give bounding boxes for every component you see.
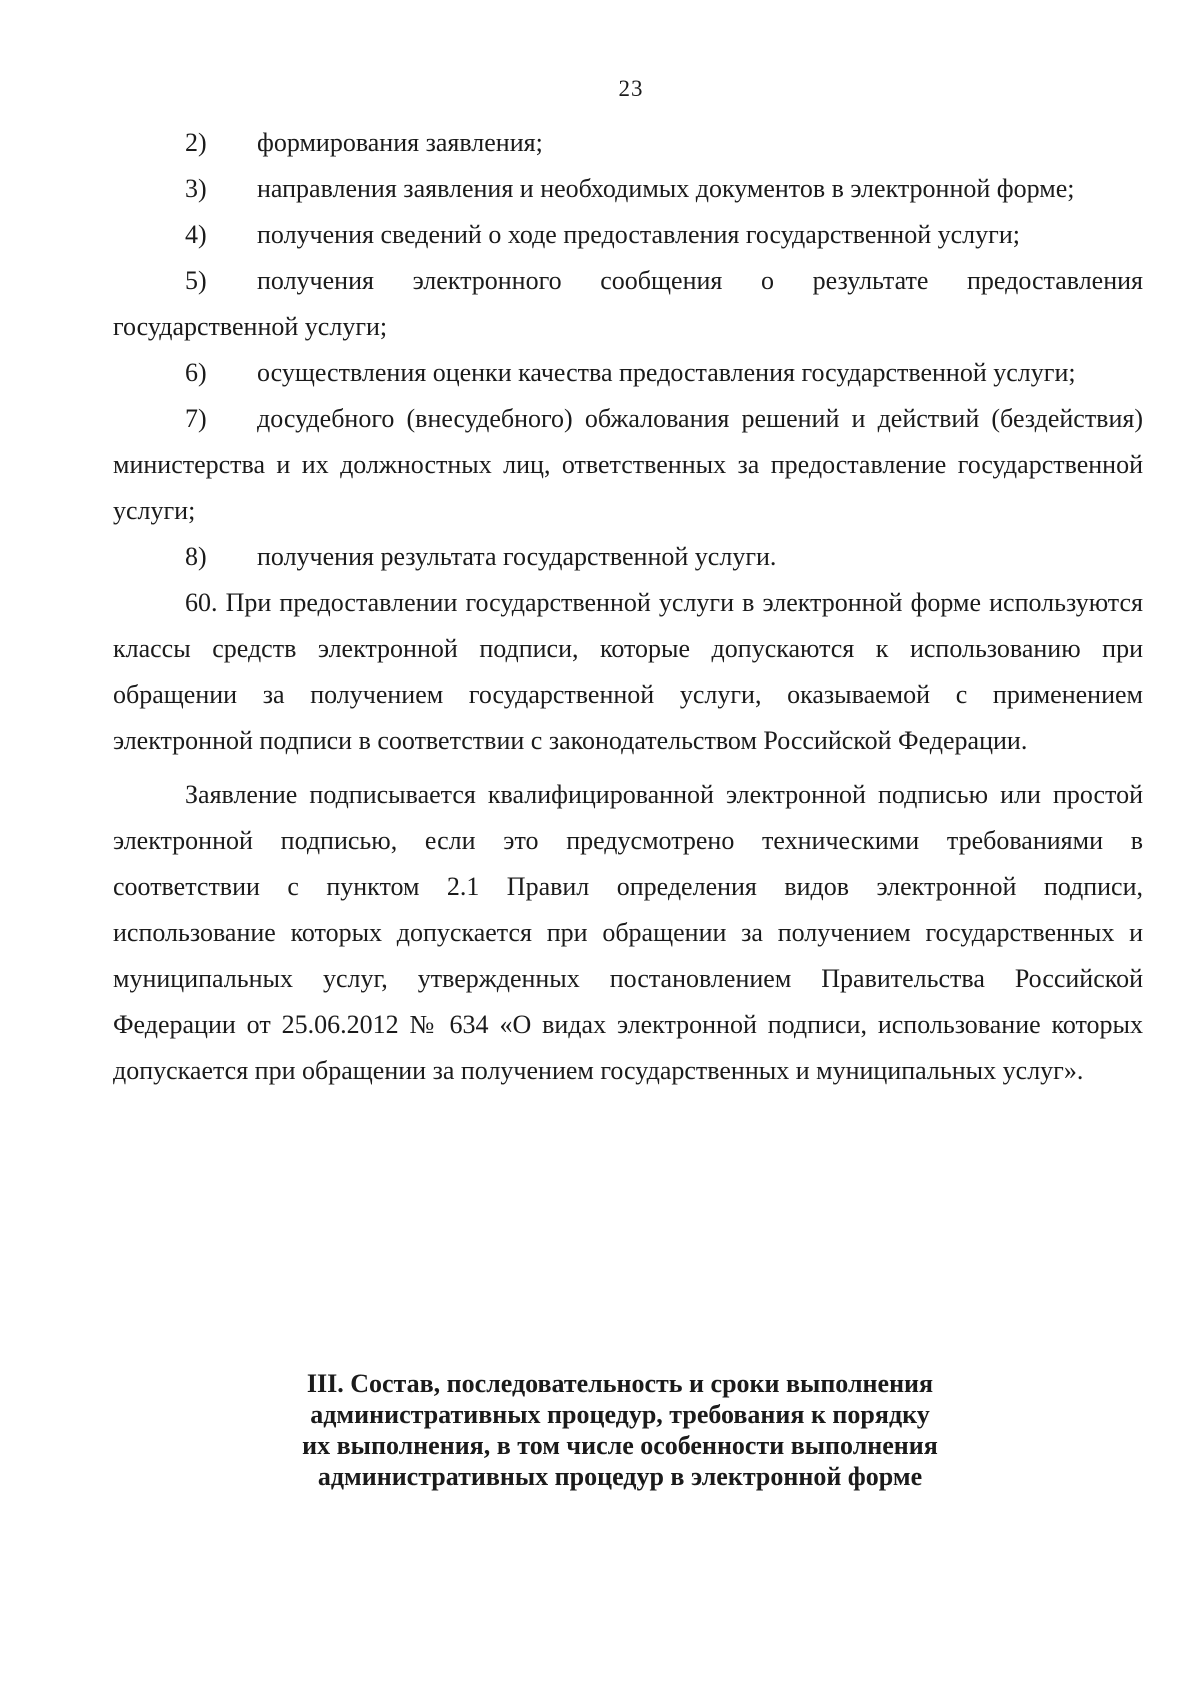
page-number: 23: [618, 76, 644, 101]
section-heading: [240, 1368, 1000, 1492]
list-item: [113, 350, 1143, 396]
list-item: [113, 120, 1143, 166]
list-item: [113, 212, 1143, 258]
list-item-number: 2): [185, 128, 207, 157]
list-item-number: 6): [185, 358, 207, 387]
list-item: [113, 166, 1143, 212]
section-heading-line: их выполнения, в том числе особенности выполнения: [302, 1431, 938, 1460]
list-item-number: 7): [185, 404, 207, 433]
section-heading-line: III. Состав, последовательность и сроки выполнения: [306, 1369, 934, 1398]
list-item-number: 3): [185, 174, 207, 203]
section-heading-line: административных процедур, требования к порядку: [310, 1400, 930, 1429]
list-item-text: формирования заявления;: [257, 128, 543, 157]
list-item-text: осуществления оценки качества предоставления государственной услуги;: [257, 358, 1076, 387]
list-item: [113, 258, 1143, 350]
list-item: [113, 534, 1143, 580]
paragraph-spacer: [113, 764, 1143, 772]
list-item-number: 4): [185, 220, 207, 249]
list-item: [113, 396, 1143, 534]
list-item-number: 5): [185, 266, 207, 295]
paragraph-60: 60. При предоставлении государственной услуги в электронной форме используются классы средств электронной подписи, которые допускаются к использованию при обращении за получением государственной услуги, оказываемой с применением электронной подписи в соответствии с законодательством Российской Федерации.: [113, 588, 1143, 755]
list-item-text: получения электронного сообщения о результате предоставления государственной услуги;: [113, 266, 1143, 341]
list-item-text: направления заявления и необходимых документов в электронной форме;: [257, 174, 1075, 203]
paragraph-electronic-signature: Заявление подписывается квалифицированной электронной подписью или простой электронной подписью, если это предусмотрено техническими требованиями в соответствии с пунктом 2.1 Правил определения видов электронной подписи, использование которых допускается при обращении за получением государственных и муниципальных услуг, утвержденных постановлением Правительства Российской Федерации от 25.06.2012 № 634 «О видах электронной подписи, использование которых допускается при обращении за получением государственных и муниципальных услуг».: [113, 780, 1143, 1085]
list-item-text: получения результата государственной услуги.: [257, 542, 777, 571]
list-item-number: 8): [185, 542, 207, 571]
list-item-text: получения сведений о ходе предоставления государственной услуги;: [257, 220, 1020, 249]
document-body: [113, 120, 1143, 1094]
list-item-text: досудебного (внесудебного) обжалования решений и действий (бездействия) министерства и их должностных лиц, ответственных за предоставление государственной услуги;: [113, 404, 1143, 525]
section-heading-line: административных процедур в электронной форме: [317, 1462, 923, 1491]
